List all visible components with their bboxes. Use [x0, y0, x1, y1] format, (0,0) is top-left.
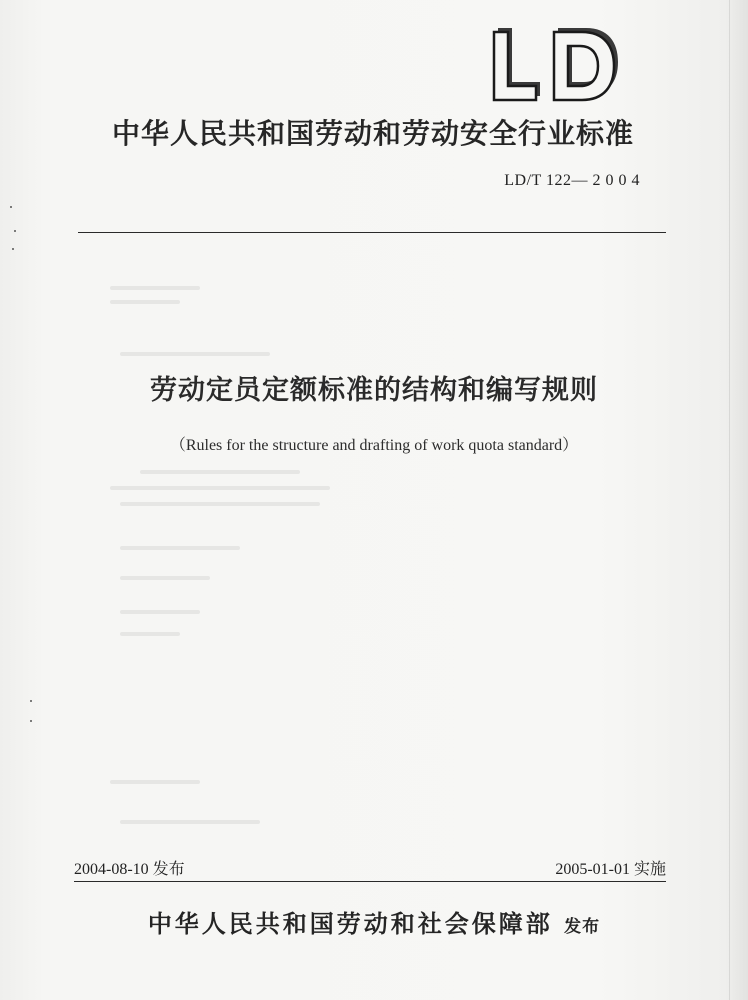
- bleed-through-mark: [120, 610, 200, 614]
- scan-speck: [30, 720, 32, 722]
- scan-speck: [12, 248, 14, 250]
- scan-speck: [30, 700, 32, 702]
- bleed-through-mark: [110, 300, 180, 304]
- logo-text: LD: [492, 24, 494, 25]
- bleed-through-mark: [120, 546, 240, 550]
- publisher-suffix: 发布: [564, 917, 601, 937]
- implement-date: 2005-01-01 实施: [555, 861, 666, 878]
- bleed-through-mark: [110, 780, 200, 784]
- scan-speck: [14, 230, 16, 232]
- standard-code: LD/T 122— 2 0 0 4: [504, 172, 640, 189]
- page-edge: [729, 0, 730, 1000]
- issue-date: 2004-08-10 发布: [74, 861, 185, 878]
- publisher-name: 中华人民共和国劳动和社会保障部: [147, 909, 553, 938]
- date-row: [74, 856, 666, 880]
- bleed-through-mark: [140, 470, 300, 474]
- bleed-through-mark: [110, 286, 200, 290]
- bleed-through-mark: [120, 576, 210, 580]
- header-divider: [78, 232, 666, 233]
- publisher-line: [74, 904, 674, 939]
- scan-speck: [10, 206, 12, 208]
- bleed-through-mark: [120, 632, 180, 636]
- bleed-through-mark: [120, 820, 260, 824]
- ld-logo: [492, 24, 622, 104]
- bleed-through-mark: [110, 486, 330, 490]
- footer-divider: [74, 881, 666, 882]
- bleed-through-mark: [120, 352, 270, 356]
- document-subtitle: （Rules for the structure and drafting of work quota standard）: [169, 437, 579, 454]
- bleed-through-mark: [120, 502, 320, 506]
- issuer-title: 中华人民共和国劳动和劳动安全行业标准: [111, 117, 634, 150]
- document-title: 劳动定员定额标准的结构和编写规则: [150, 375, 598, 406]
